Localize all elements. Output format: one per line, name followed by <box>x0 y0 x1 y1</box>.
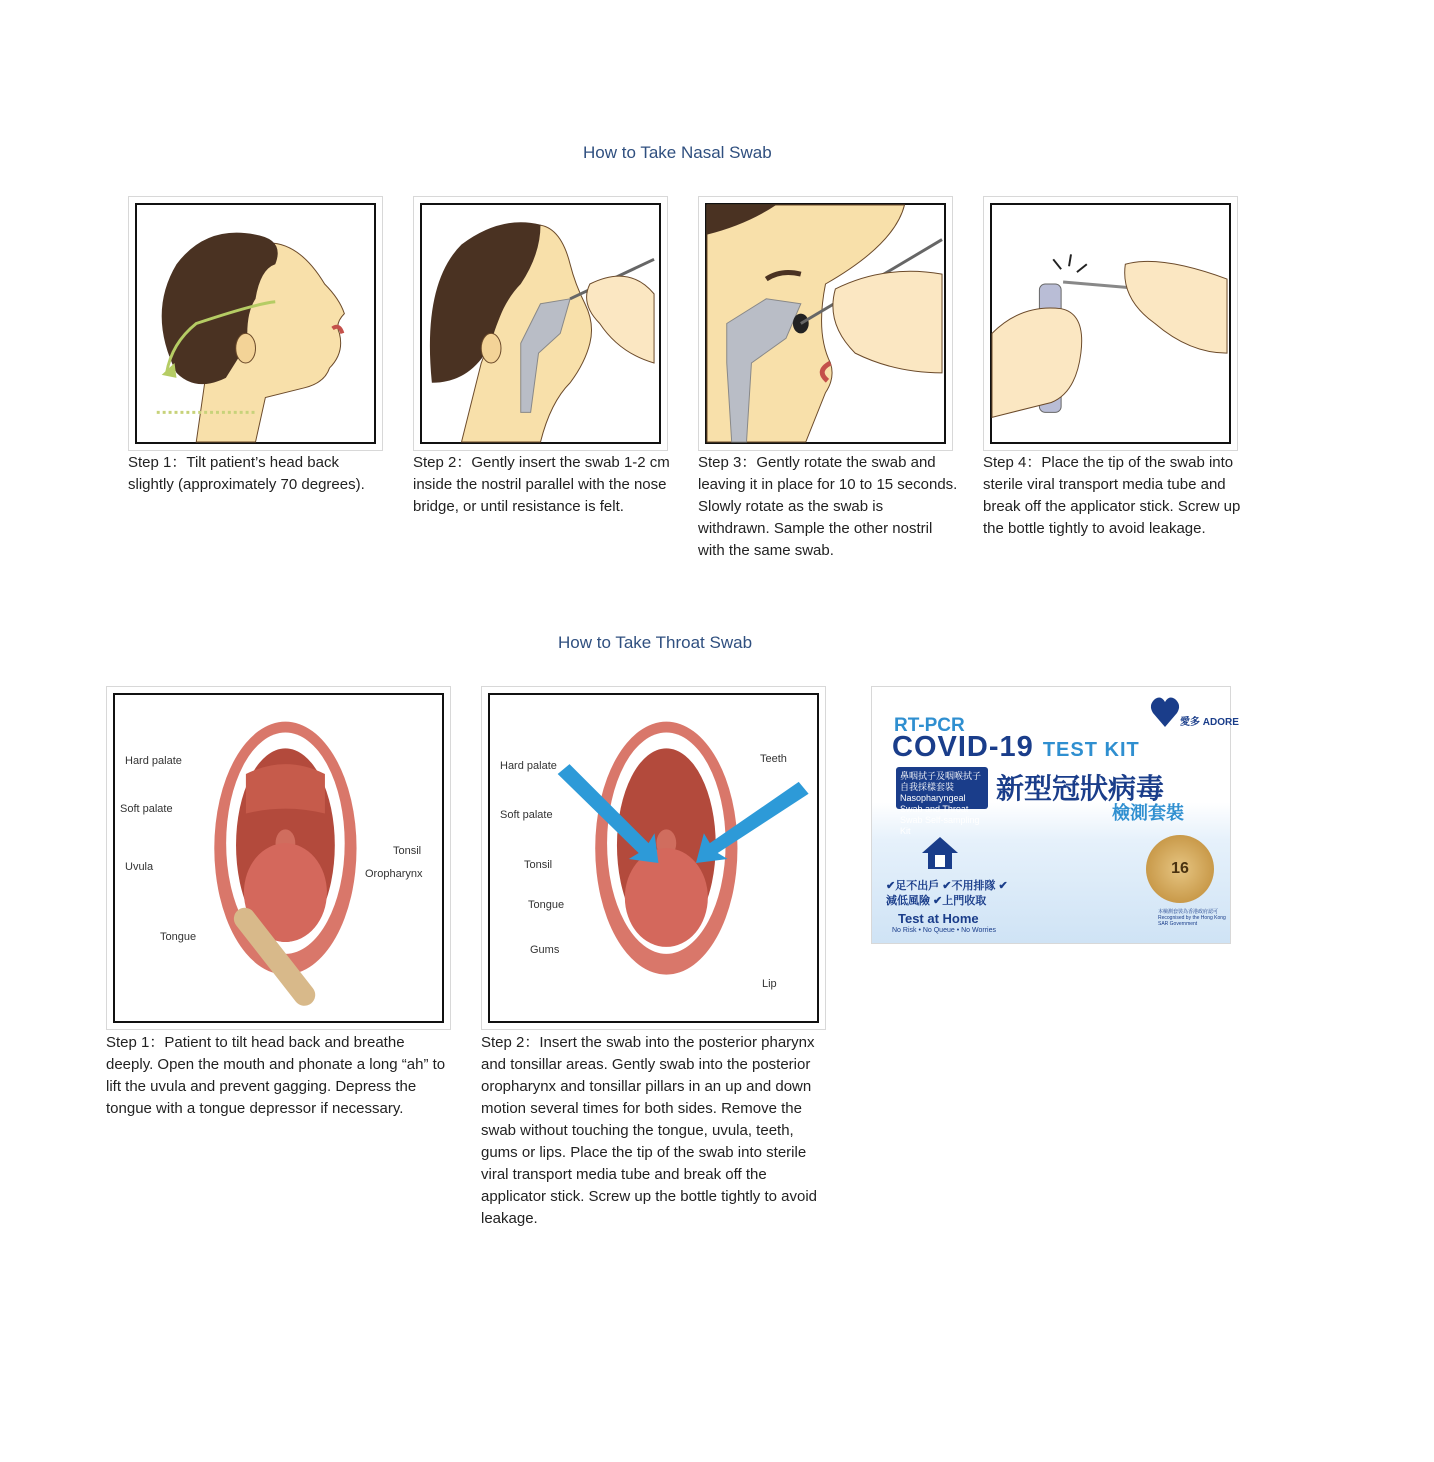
head-tilt-illustration <box>137 205 374 442</box>
adore-logo: 愛多 ADORE <box>1150 695 1220 735</box>
nasal-step4-image <box>983 196 1238 451</box>
throat-step1-caption: Step 1：Patient to tilt head back and breathe deeply. Open the mouth and phonate a long “ah” to lift the uvula and prevent gagging. Depress the tongue with a tongue depressor if necessary. <box>106 1034 446 1117</box>
kit-badge: 鼻咽拭子及咽喉拭子 自我採樣套裝 Nasopharyngeal Swab and Throat Swab Self-sampling Kit <box>896 767 988 809</box>
kit-cn-subtitle: 檢測套裝 <box>1112 803 1184 823</box>
label-gums: Gums <box>530 944 560 956</box>
label-uvula: Uvula <box>125 861 154 873</box>
label-tongue: Tongue <box>160 931 197 943</box>
label-tonsil: Tonsil <box>393 845 422 857</box>
mouth-swab-arrows-illustration <box>490 695 817 1021</box>
label-tongue: Tongue <box>528 899 565 911</box>
kit-test-at-home: Test at Home <box>898 911 979 926</box>
swab-tube-illustration <box>992 205 1229 442</box>
kit-seal: 16 <box>1146 835 1214 903</box>
label-hard-palate: Hard palate <box>500 760 557 772</box>
throat-section-title: How to Take Throat Swab <box>558 633 753 652</box>
mouth-depressor-illustration <box>115 695 442 1021</box>
kit-rtpcr: RT-PCR <box>894 715 965 736</box>
kit-features: ✔足不出戶 ✔不用排隊 ✔減低風險 ✔上門收取 <box>886 880 1008 907</box>
kit-title: COVID-19 TEST KIT <box>892 731 1140 763</box>
kit-note: 本檢測套裝為香港政府認可 Recognised by the Hong Kong SAR Government <box>1158 909 1226 927</box>
heart-logo-icon <box>1150 695 1180 729</box>
label-tonsil: Tonsil <box>524 859 553 871</box>
nasal-step1-caption: Step 1：Tilt patient’s head back slightly (approximately 70 degrees). <box>128 454 365 493</box>
nasal-step2-caption: Step 2：Gently insert the swab 1-2 cm inside the nostril parallel with the nose bridge, or until resistance is felt. <box>413 454 670 515</box>
nasal-step3-image <box>698 196 953 451</box>
kit-cn-title: 新型冠狀病毒 <box>996 773 1165 804</box>
throat-step1-image <box>106 686 451 1030</box>
throat-step2-caption: Step 2：Insert the swab into the posterior pharynx and tonsillar areas. Gently swab into the posterior oropharynx and tonsillar pillars in an up and down motion several times for both sides. Remove the swab without touching the tongue, uvula, teeth, gums or lips. Place the tip of the swab into sterile viral transport media tube and break off the applicator stick. Screw up the bottle tightly to avoid leakage. <box>481 1034 818 1227</box>
kit-subtitle: No Risk • No Queue • No Worries <box>892 927 996 934</box>
swab-rotate-illustration <box>707 205 944 442</box>
label-teeth: Teeth <box>760 753 787 765</box>
nasal-step1-image <box>128 196 383 451</box>
swab-insert-illustration <box>422 205 659 442</box>
nasal-step3-caption: Step 3：Gently rotate the swab and leaving it in place for 10 to 15 seconds. Slowly rotate as the swab is withdrawn. Sample the other nostril with the same swab. <box>698 454 958 559</box>
label-hard-palate: Hard palate <box>125 755 182 767</box>
label-lip: Lip <box>762 978 777 990</box>
label-oropharynx: Oropharynx <box>365 868 423 880</box>
label-soft-palate: Soft palate <box>500 809 553 821</box>
covid-test-kit-image <box>871 686 1239 944</box>
nasal-step4-caption: Step 4：Place the tip of the swab into sterile viral transport media tube and break off the applicator stick. Screw up the bottle tightly to avoid leakage. <box>983 454 1241 537</box>
throat-step2-image <box>481 686 826 1030</box>
nasal-section-title: How to Take Nasal Swab <box>583 143 772 162</box>
label-soft-palate: Soft palate <box>120 803 173 815</box>
nasal-step2-image <box>413 196 668 451</box>
house-icon <box>920 835 960 871</box>
